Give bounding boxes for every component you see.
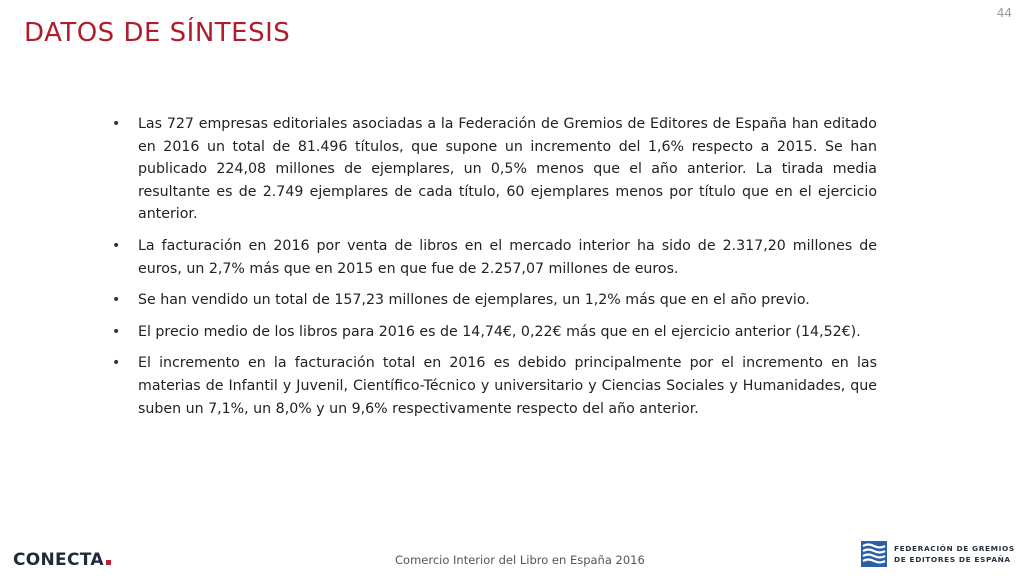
bullet-icon: • <box>112 292 121 309</box>
bullet-text: Se han vendido un total de 157,23 millones de ejemplares, un 1,2% más que en el año previo. <box>138 292 810 309</box>
fge-logo-line1: FEDERACIÓN DE GREMIOS <box>894 544 1015 553</box>
bullet-text: El incremento en la facturación total en 2016 es debido principalmente por el incremento en las materias de Infantil y Juvenil, Científico-Técnico y universitario y Ciencias Sociales y Humanidades, que suben un 7,1%, un 8,0% y un 9,6% respectivamente respecto del año anterior. <box>138 355 877 417</box>
footer-caption: Comercio Interior del Libro en España 2016 <box>395 553 645 567</box>
bullet-list <box>112 113 877 429</box>
fge-emblem-icon <box>860 540 888 568</box>
list-item <box>112 113 877 226</box>
bullet-icon: • <box>112 323 121 340</box>
fge-logo-line2: DE EDITORES DE ESPAÑA <box>894 555 1011 564</box>
list-item <box>112 321 877 344</box>
bullet-icon: • <box>112 355 121 372</box>
list-item <box>112 352 877 420</box>
bullet-icon: • <box>112 237 121 254</box>
bullet-text: El precio medio de los libros para 2016 es de 14,74€, 0,22€ más que en el ejercicio anterior (14,52€). <box>138 323 861 340</box>
conecta-logo <box>13 550 111 570</box>
page-number: 44 <box>996 6 1012 20</box>
logo-dot-icon <box>106 560 111 565</box>
conecta-logo-text: CONECTA <box>13 550 104 570</box>
bullet-icon: • <box>112 116 121 132</box>
list-item <box>112 289 877 312</box>
fge-logo <box>860 540 1020 570</box>
list-item <box>112 235 877 280</box>
bullet-text: Las 727 empresas editoriales asociadas a la Federación de Gremios de Editores de España han editado en 2016 un total de 81.496 títulos, que supone un incremento del 1,6% respecto a 2015. Se han publicado 224,08 millones de ejemplares, un 0,5% menos que el año anterior. La tirada media resultante es de 2.749 ejemplares de cada título, 60 ejemplares menos por título que en el ejercicio anterior. <box>138 116 877 223</box>
fge-logo-text <box>894 543 1015 565</box>
bullet-text: La facturación en 2016 por venta de libros en el mercado interior ha sido de 2.317,20 millones de euros, un 2,7% más que en 2015 en que fue de 2.257,07 millones de euros. <box>138 237 877 277</box>
slide-title: DATOS DE SÍNTESIS <box>24 18 291 48</box>
